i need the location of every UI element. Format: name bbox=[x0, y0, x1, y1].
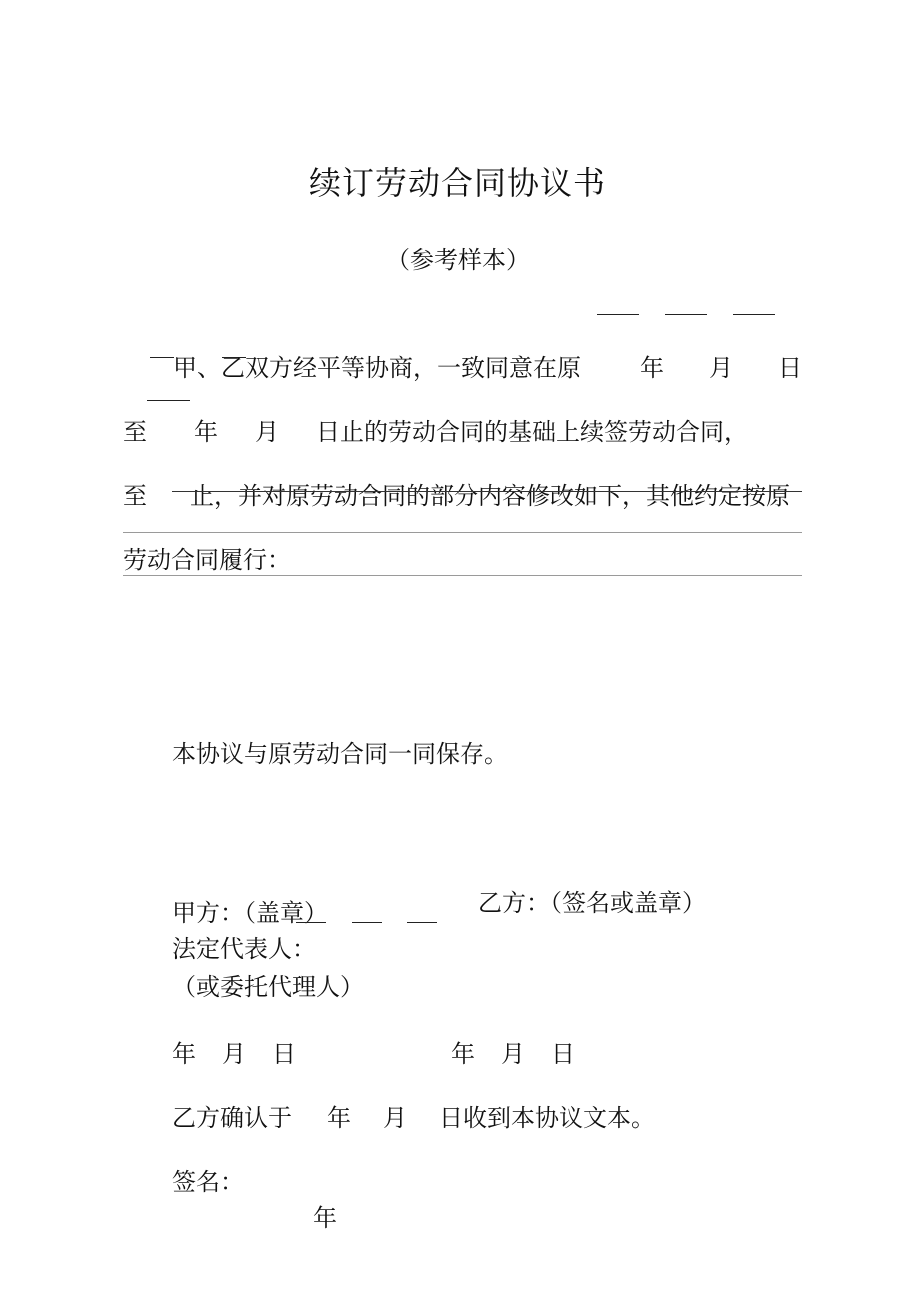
day-label: 日 bbox=[778, 354, 802, 382]
horizontal-rule bbox=[123, 532, 802, 533]
year-label: 年 bbox=[313, 1204, 337, 1232]
year-label: 年 bbox=[327, 1104, 351, 1132]
horizontal-rule bbox=[123, 575, 802, 576]
month-label: 月 bbox=[709, 354, 733, 382]
document-subtitle: （参考样本） bbox=[386, 246, 530, 274]
until-label: 至 bbox=[123, 418, 147, 446]
date-blank bbox=[733, 314, 775, 315]
legal-rep-label: 法定代表人： bbox=[172, 935, 316, 963]
year-label: 年 bbox=[451, 1040, 475, 1068]
date-blank bbox=[665, 314, 707, 315]
para-line-1: 甲、乙双方经平等协商，一致同意在原 bbox=[173, 354, 581, 382]
seal-blank bbox=[407, 922, 437, 923]
signature-label: 签名： bbox=[172, 1168, 244, 1196]
date-blank bbox=[597, 314, 639, 315]
para-line-3: 止，并对原劳动合同的部分内容修改如下，其他约定按原 bbox=[190, 482, 790, 510]
document-title: 续订劳动合同协议书 bbox=[309, 164, 607, 202]
month-label: 月 bbox=[222, 1040, 246, 1068]
date-blank bbox=[147, 400, 190, 401]
strike-line bbox=[172, 491, 802, 492]
month-label: 月 bbox=[255, 418, 279, 446]
seal-blank bbox=[352, 922, 382, 923]
until-label: 至 bbox=[123, 482, 147, 510]
year-label: 年 bbox=[194, 418, 218, 446]
party-a-label: 甲方：（盖章） bbox=[172, 899, 328, 927]
seal-blank bbox=[296, 922, 326, 923]
confirm-prefix: 乙方确认于 bbox=[172, 1104, 292, 1132]
para-line-2: 日止的劳动合同的基础上续签劳动合同， bbox=[316, 418, 748, 446]
para-line-4: 劳动合同履行： bbox=[123, 546, 291, 574]
year-label: 年 bbox=[640, 354, 664, 382]
month-label: 月 bbox=[383, 1104, 407, 1132]
party-blank bbox=[150, 357, 174, 358]
agent-label: （或委托代理人） bbox=[172, 973, 364, 1001]
confirm-suffix: 日收到本协议文本。 bbox=[439, 1104, 655, 1132]
year-label: 年 bbox=[172, 1040, 196, 1068]
day-label: 日 bbox=[551, 1040, 575, 1068]
party-b-label: 乙方：（签名或盖章） bbox=[478, 889, 706, 917]
day-label: 日 bbox=[272, 1040, 296, 1068]
keep-note: 本协议与原劳动合同一同保存。 bbox=[172, 740, 508, 768]
month-label: 月 bbox=[501, 1040, 525, 1068]
